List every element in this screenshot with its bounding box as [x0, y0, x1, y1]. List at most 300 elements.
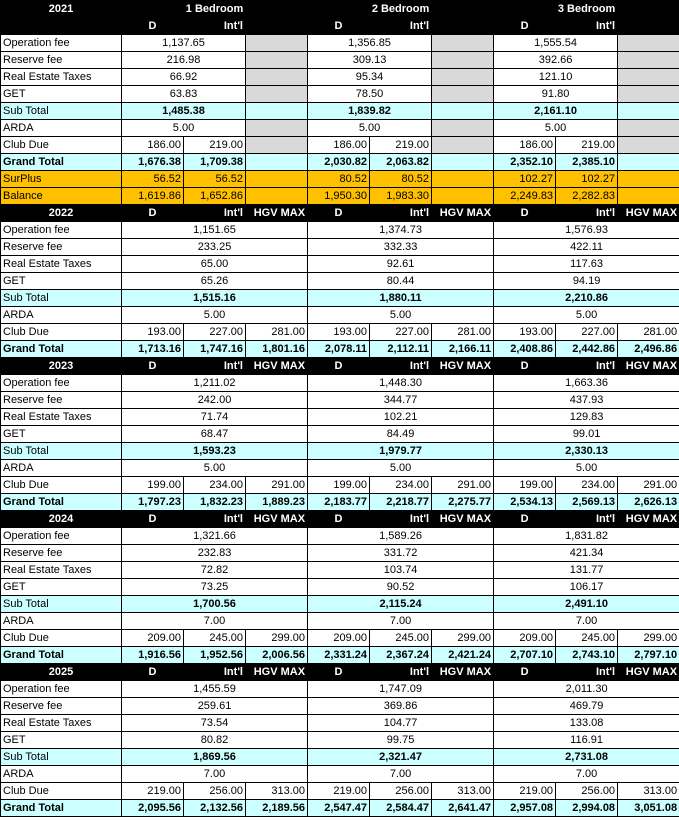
- col-intl-header: Int'l: [184, 511, 246, 528]
- balance-d-value: 1,950.30: [308, 188, 370, 205]
- row-label: GET: [1, 86, 122, 103]
- club-intl-value: 219.00: [184, 137, 246, 154]
- club-value: 227.00: [556, 324, 618, 341]
- fee-value: 1,356.85: [308, 35, 432, 52]
- grand-total-row: [1, 154, 679, 171]
- club-value: 199.00: [494, 477, 556, 494]
- fee-value: 309.13: [308, 52, 432, 69]
- grand-value: 2,797.10: [618, 647, 679, 664]
- row-label: ARDA: [1, 766, 122, 783]
- arda-value: 5.00: [494, 120, 618, 137]
- col-hgv-header: HGV MAX: [432, 664, 494, 681]
- year-header-row: [1, 1, 679, 18]
- fee-value: 65.00: [122, 256, 308, 273]
- arda-value: 7.00: [494, 613, 679, 630]
- fee-value: 106.17: [494, 579, 679, 596]
- empty-cell: [618, 188, 679, 205]
- col-d-header: D: [308, 511, 370, 528]
- grand-value: 1,713.16: [122, 341, 184, 358]
- subtotal-row: [1, 290, 679, 307]
- grand-value: 1,889.23: [246, 494, 308, 511]
- row-label: GET: [1, 426, 122, 443]
- surplus-intl-value: 56.52: [184, 171, 246, 188]
- club-d-value: 186.00: [122, 137, 184, 154]
- fee-row: [1, 52, 679, 69]
- subtotal-value: 1,593.23: [122, 443, 308, 460]
- grand-d-value: 2,352.10: [494, 154, 556, 171]
- club-value: 291.00: [246, 477, 308, 494]
- arda-row: [1, 766, 679, 783]
- col-hgv-header: HGV MAX: [432, 511, 494, 528]
- row-label: ARDA: [1, 460, 122, 477]
- row-label: Real Estate Taxes: [1, 409, 122, 426]
- col-intl-header: Int'l: [370, 205, 432, 222]
- fee-row: [1, 579, 679, 596]
- club-value: 299.00: [246, 630, 308, 647]
- grand-total-row: [1, 341, 679, 358]
- empty-cell: [432, 52, 494, 69]
- row-label: Grand Total: [1, 647, 122, 664]
- grand-value: 2,994.08: [556, 800, 618, 817]
- subtotal-row: [1, 443, 679, 460]
- fee-value: 72.82: [122, 562, 308, 579]
- fee-row: [1, 409, 679, 426]
- col-d-header: D: [122, 18, 184, 35]
- fee-value: 99.75: [308, 732, 494, 749]
- surplus-row: [1, 171, 679, 188]
- fee-value: 2,011.30: [494, 681, 679, 698]
- fee-value: 92.61: [308, 256, 494, 273]
- arda-value: 5.00: [494, 460, 679, 477]
- empty-cell: [246, 137, 308, 154]
- arda-value: 5.00: [122, 460, 308, 477]
- fee-value: 65.26: [122, 273, 308, 290]
- fee-value: 94.19: [494, 273, 679, 290]
- grand-value: 1,797.23: [122, 494, 184, 511]
- fee-value: 331.72: [308, 545, 494, 562]
- club-due-row: [1, 324, 679, 341]
- empty-header: [618, 18, 679, 35]
- grand-value: 2,183.77: [308, 494, 370, 511]
- club-value: 245.00: [370, 630, 432, 647]
- row-label: ARDA: [1, 307, 122, 324]
- club-value: 193.00: [308, 324, 370, 341]
- grand-value: 2,584.47: [370, 800, 432, 817]
- col-d-header: D: [308, 358, 370, 375]
- col-intl-header: Int'l: [370, 358, 432, 375]
- grand-total-row: [1, 647, 679, 664]
- club-value: 234.00: [184, 477, 246, 494]
- club-value: 281.00: [432, 324, 494, 341]
- club-value: 313.00: [618, 783, 679, 800]
- empty-header: [432, 18, 494, 35]
- surplus-intl-value: 80.52: [370, 171, 432, 188]
- grand-value: 2,331.24: [308, 647, 370, 664]
- col-intl-header: Int'l: [370, 664, 432, 681]
- empty-cell: [432, 188, 494, 205]
- fee-value: 1,321.66: [122, 528, 308, 545]
- arda-row: [1, 307, 679, 324]
- surplus-d-value: 102.27: [494, 171, 556, 188]
- fee-value: 66.92: [122, 69, 246, 86]
- grand-value: 1,747.16: [184, 341, 246, 358]
- grand-value: 2,547.47: [308, 800, 370, 817]
- row-label: Operation fee: [1, 222, 122, 239]
- fee-value: 1,747.09: [308, 681, 494, 698]
- fee-value: 102.21: [308, 409, 494, 426]
- club-value: 281.00: [618, 324, 679, 341]
- club-value: 281.00: [246, 324, 308, 341]
- grand-value: 2,218.77: [370, 494, 432, 511]
- col-d-header: D: [494, 664, 556, 681]
- col-hgv-header: HGV MAX: [618, 205, 679, 222]
- year-label: 2023: [1, 358, 122, 375]
- row-label: Operation fee: [1, 528, 122, 545]
- balance-d-value: 2,249.83: [494, 188, 556, 205]
- club-value: 245.00: [556, 630, 618, 647]
- row-label: Operation fee: [1, 681, 122, 698]
- row-label: Real Estate Taxes: [1, 562, 122, 579]
- fee-value: 1,831.82: [494, 528, 679, 545]
- row-label: Reserve fee: [1, 698, 122, 715]
- empty-cell: [432, 171, 494, 188]
- col-d-header: D: [494, 18, 556, 35]
- grand-intl-value: 2,385.10: [556, 154, 618, 171]
- grand-d-value: 2,030.82: [308, 154, 370, 171]
- balance-intl-value: 2,282.83: [556, 188, 618, 205]
- fee-value: 131.77: [494, 562, 679, 579]
- fee-value: 422.11: [494, 239, 679, 256]
- arda-value: 5.00: [494, 307, 679, 324]
- grand-total-row: [1, 494, 679, 511]
- col-hgv-header: HGV MAX: [246, 511, 308, 528]
- grand-total-row: [1, 800, 679, 817]
- grand-value: 2,569.13: [556, 494, 618, 511]
- fee-value: 1,589.26: [308, 528, 494, 545]
- club-value: 234.00: [370, 477, 432, 494]
- subtotal-value: 1,839.82: [308, 103, 432, 120]
- surplus-intl-value: 102.27: [556, 171, 618, 188]
- col-d-header: D: [494, 511, 556, 528]
- arda-value: 5.00: [122, 307, 308, 324]
- balance-intl-value: 1,652.86: [184, 188, 246, 205]
- grand-intl-value: 2,063.82: [370, 154, 432, 171]
- fee-row: [1, 273, 679, 290]
- balance-d-value: 1,619.86: [122, 188, 184, 205]
- empty-cell: [246, 52, 308, 69]
- fee-value: 1,137.65: [122, 35, 246, 52]
- club-value: 227.00: [370, 324, 432, 341]
- fee-value: 95.34: [308, 69, 432, 86]
- fee-value: 1,555.54: [494, 35, 618, 52]
- fee-row: [1, 392, 679, 409]
- year-header-row: [1, 205, 679, 222]
- fee-value: 344.77: [308, 392, 494, 409]
- grand-value: 2,006.56: [246, 647, 308, 664]
- col-intl-header: Int'l: [556, 511, 618, 528]
- grand-intl-value: 1,709.38: [184, 154, 246, 171]
- subtotal-value: 1,700.56: [122, 596, 308, 613]
- fee-value: 369.86: [308, 698, 494, 715]
- row-label: Sub Total: [1, 103, 122, 120]
- grand-value: 2,166.11: [432, 341, 494, 358]
- fee-value: 63.83: [122, 86, 246, 103]
- subtotal-value: 1,979.77: [308, 443, 494, 460]
- grand-value: 2,421.24: [432, 647, 494, 664]
- club-value: 256.00: [370, 783, 432, 800]
- club-value: 199.00: [122, 477, 184, 494]
- empty-cell: [246, 154, 308, 171]
- empty-cell: [432, 137, 494, 154]
- row-label: ARDA: [1, 613, 122, 630]
- fee-value: 1,576.93: [494, 222, 679, 239]
- col-hgv-header: HGV MAX: [432, 358, 494, 375]
- grand-value: 2,408.86: [494, 341, 556, 358]
- club-d-value: 186.00: [494, 137, 556, 154]
- col-d-header: D: [494, 358, 556, 375]
- col-intl-header: Int'l: [556, 358, 618, 375]
- subtotal-value: 1,880.11: [308, 290, 494, 307]
- arda-row: [1, 460, 679, 477]
- year-label: 2022: [1, 205, 122, 222]
- grand-value: 2,707.10: [494, 647, 556, 664]
- fee-value: 129.83: [494, 409, 679, 426]
- club-value: 209.00: [494, 630, 556, 647]
- fee-value: 90.52: [308, 579, 494, 596]
- subtotal-value: 2,491.10: [494, 596, 679, 613]
- grand-value: 2,641.47: [432, 800, 494, 817]
- fee-row: [1, 681, 679, 698]
- col-hgv-header: HGV MAX: [246, 664, 308, 681]
- empty-cell: [618, 86, 679, 103]
- club-value: 209.00: [122, 630, 184, 647]
- column-header-row: [1, 18, 679, 35]
- fee-row: [1, 715, 679, 732]
- arda-value: 7.00: [122, 766, 308, 783]
- fee-value: 116.91: [494, 732, 679, 749]
- grand-value: 2,367.24: [370, 647, 432, 664]
- subtotal-value: 2,210.86: [494, 290, 679, 307]
- grand-value: 2,442.86: [556, 341, 618, 358]
- col-intl-header: Int'l: [184, 205, 246, 222]
- fee-row: [1, 222, 679, 239]
- grand-value: 1,801.16: [246, 341, 308, 358]
- club-value: 209.00: [308, 630, 370, 647]
- club-value: 219.00: [308, 783, 370, 800]
- club-value: 227.00: [184, 324, 246, 341]
- club-due-row: [1, 783, 679, 800]
- bedroom-header: 3 Bedroom: [494, 1, 679, 18]
- year-label: 2024: [1, 511, 122, 528]
- grand-value: 2,095.56: [122, 800, 184, 817]
- grand-value: 1,952.56: [184, 647, 246, 664]
- club-value: 193.00: [494, 324, 556, 341]
- subtotal-value: 1,869.56: [122, 749, 308, 766]
- empty-cell: [246, 35, 308, 52]
- row-label: Operation fee: [1, 375, 122, 392]
- subtotal-row: [1, 749, 679, 766]
- row-label: ARDA: [1, 120, 122, 137]
- col-d-header: D: [122, 205, 184, 222]
- fee-row: [1, 35, 679, 52]
- balance-row: [1, 188, 679, 205]
- col-d-header: D: [122, 511, 184, 528]
- empty-cell: [246, 103, 308, 120]
- fee-row: [1, 239, 679, 256]
- col-intl-header: Int'l: [370, 511, 432, 528]
- bedroom-header: 2 Bedroom: [308, 1, 494, 18]
- fee-value: 91.80: [494, 86, 618, 103]
- club-value: 234.00: [556, 477, 618, 494]
- fee-value: 71.74: [122, 409, 308, 426]
- empty-cell: [618, 120, 679, 137]
- fee-value: 80.82: [122, 732, 308, 749]
- club-due-row: [1, 477, 679, 494]
- fee-value: 80.44: [308, 273, 494, 290]
- fee-value: 242.00: [122, 392, 308, 409]
- empty-cell: [618, 103, 679, 120]
- grand-value: 2,189.56: [246, 800, 308, 817]
- surplus-d-value: 80.52: [308, 171, 370, 188]
- club-value: 256.00: [556, 783, 618, 800]
- surplus-d-value: 56.52: [122, 171, 184, 188]
- club-value: 291.00: [432, 477, 494, 494]
- club-value: 313.00: [246, 783, 308, 800]
- arda-row: [1, 120, 679, 137]
- arda-value: 7.00: [122, 613, 308, 630]
- fee-value: 232.83: [122, 545, 308, 562]
- subtotal-value: 1,515.16: [122, 290, 308, 307]
- col-intl-header: Int'l: [556, 18, 618, 35]
- subtotal-row: [1, 103, 679, 120]
- col-d-header: D: [308, 664, 370, 681]
- row-label: GET: [1, 579, 122, 596]
- grand-value: 2,496.86: [618, 341, 679, 358]
- fee-row: [1, 562, 679, 579]
- subtotal-value: 2,731.08: [494, 749, 679, 766]
- empty-cell: [432, 103, 494, 120]
- fee-row: [1, 528, 679, 545]
- bedroom-header: 1 Bedroom: [122, 1, 308, 18]
- col-hgv-header: HGV MAX: [246, 205, 308, 222]
- col-intl-header: Int'l: [184, 358, 246, 375]
- fee-value: 84.49: [308, 426, 494, 443]
- row-label: Reserve fee: [1, 392, 122, 409]
- col-intl-header: Int'l: [556, 664, 618, 681]
- grand-value: 2,112.11: [370, 341, 432, 358]
- club-value: 291.00: [618, 477, 679, 494]
- empty-cell: [246, 86, 308, 103]
- col-d-header: D: [122, 664, 184, 681]
- arda-value: 7.00: [308, 766, 494, 783]
- empty-cell: [432, 120, 494, 137]
- row-label: GET: [1, 273, 122, 290]
- fee-row: [1, 86, 679, 103]
- fee-value: 78.50: [308, 86, 432, 103]
- col-hgv-header: HGV MAX: [246, 358, 308, 375]
- row-label: Reserve fee: [1, 545, 122, 562]
- row-label: Real Estate Taxes: [1, 256, 122, 273]
- row-label: Grand Total: [1, 341, 122, 358]
- row-label: Club Due: [1, 324, 122, 341]
- col-intl-header: Int'l: [556, 205, 618, 222]
- empty-cell: [618, 137, 679, 154]
- club-due-row: [1, 630, 679, 647]
- row-label: Reserve fee: [1, 239, 122, 256]
- fee-row: [1, 698, 679, 715]
- fee-value: 99.01: [494, 426, 679, 443]
- row-label: Sub Total: [1, 596, 122, 613]
- col-intl-header: Int'l: [184, 18, 246, 35]
- empty-cell: [432, 154, 494, 171]
- year-label: 2021: [1, 1, 122, 18]
- subtotal-value: 1,485.38: [122, 103, 246, 120]
- grand-value: 2,275.77: [432, 494, 494, 511]
- fee-value: 121.10: [494, 69, 618, 86]
- year-header-row: [1, 664, 679, 681]
- grand-value: 2,957.08: [494, 800, 556, 817]
- row-label: Sub Total: [1, 443, 122, 460]
- arda-value: 5.00: [308, 460, 494, 477]
- empty-cell: [432, 86, 494, 103]
- row-label: SurPlus: [1, 171, 122, 188]
- col-hgv-header: HGV MAX: [618, 358, 679, 375]
- balance-intl-value: 1,983.30: [370, 188, 432, 205]
- col-d-header: D: [308, 205, 370, 222]
- fee-value: 469.79: [494, 698, 679, 715]
- arda-value: 5.00: [308, 307, 494, 324]
- fee-value: 216.98: [122, 52, 246, 69]
- fee-value: 421.34: [494, 545, 679, 562]
- club-value: 313.00: [432, 783, 494, 800]
- club-value: 219.00: [122, 783, 184, 800]
- fee-value: 1,448.30: [308, 375, 494, 392]
- club-value: 299.00: [618, 630, 679, 647]
- year-header-row: [1, 358, 679, 375]
- club-value: 219.00: [494, 783, 556, 800]
- fee-value: 73.25: [122, 579, 308, 596]
- col-d-header: D: [308, 18, 370, 35]
- fee-row: [1, 69, 679, 86]
- empty-cell: [618, 154, 679, 171]
- fee-row: [1, 375, 679, 392]
- fee-value: 117.63: [494, 256, 679, 273]
- arda-row: [1, 613, 679, 630]
- row-label: Sub Total: [1, 749, 122, 766]
- row-label: Club Due: [1, 137, 122, 154]
- grand-value: 3,051.08: [618, 800, 679, 817]
- row-label: Grand Total: [1, 494, 122, 511]
- year-label: 2025: [1, 664, 122, 681]
- empty-cell: [618, 69, 679, 86]
- col-hgv-header: HGV MAX: [618, 511, 679, 528]
- empty-cell: [618, 52, 679, 69]
- fee-value: 73.54: [122, 715, 308, 732]
- row-label: Grand Total: [1, 154, 122, 171]
- grand-value: 2,078.11: [308, 341, 370, 358]
- club-value: 256.00: [184, 783, 246, 800]
- subtotal-value: 2,161.10: [494, 103, 618, 120]
- subtotal-row: [1, 596, 679, 613]
- fee-value: 1,211.02: [122, 375, 308, 392]
- empty-cell: [432, 35, 494, 52]
- col-hgv-header: HGV MAX: [432, 205, 494, 222]
- club-value: 299.00: [432, 630, 494, 647]
- col-intl-header: Int'l: [184, 664, 246, 681]
- row-label: Club Due: [1, 783, 122, 800]
- fee-value: 133.08: [494, 715, 679, 732]
- col-hgv-header: HGV MAX: [618, 664, 679, 681]
